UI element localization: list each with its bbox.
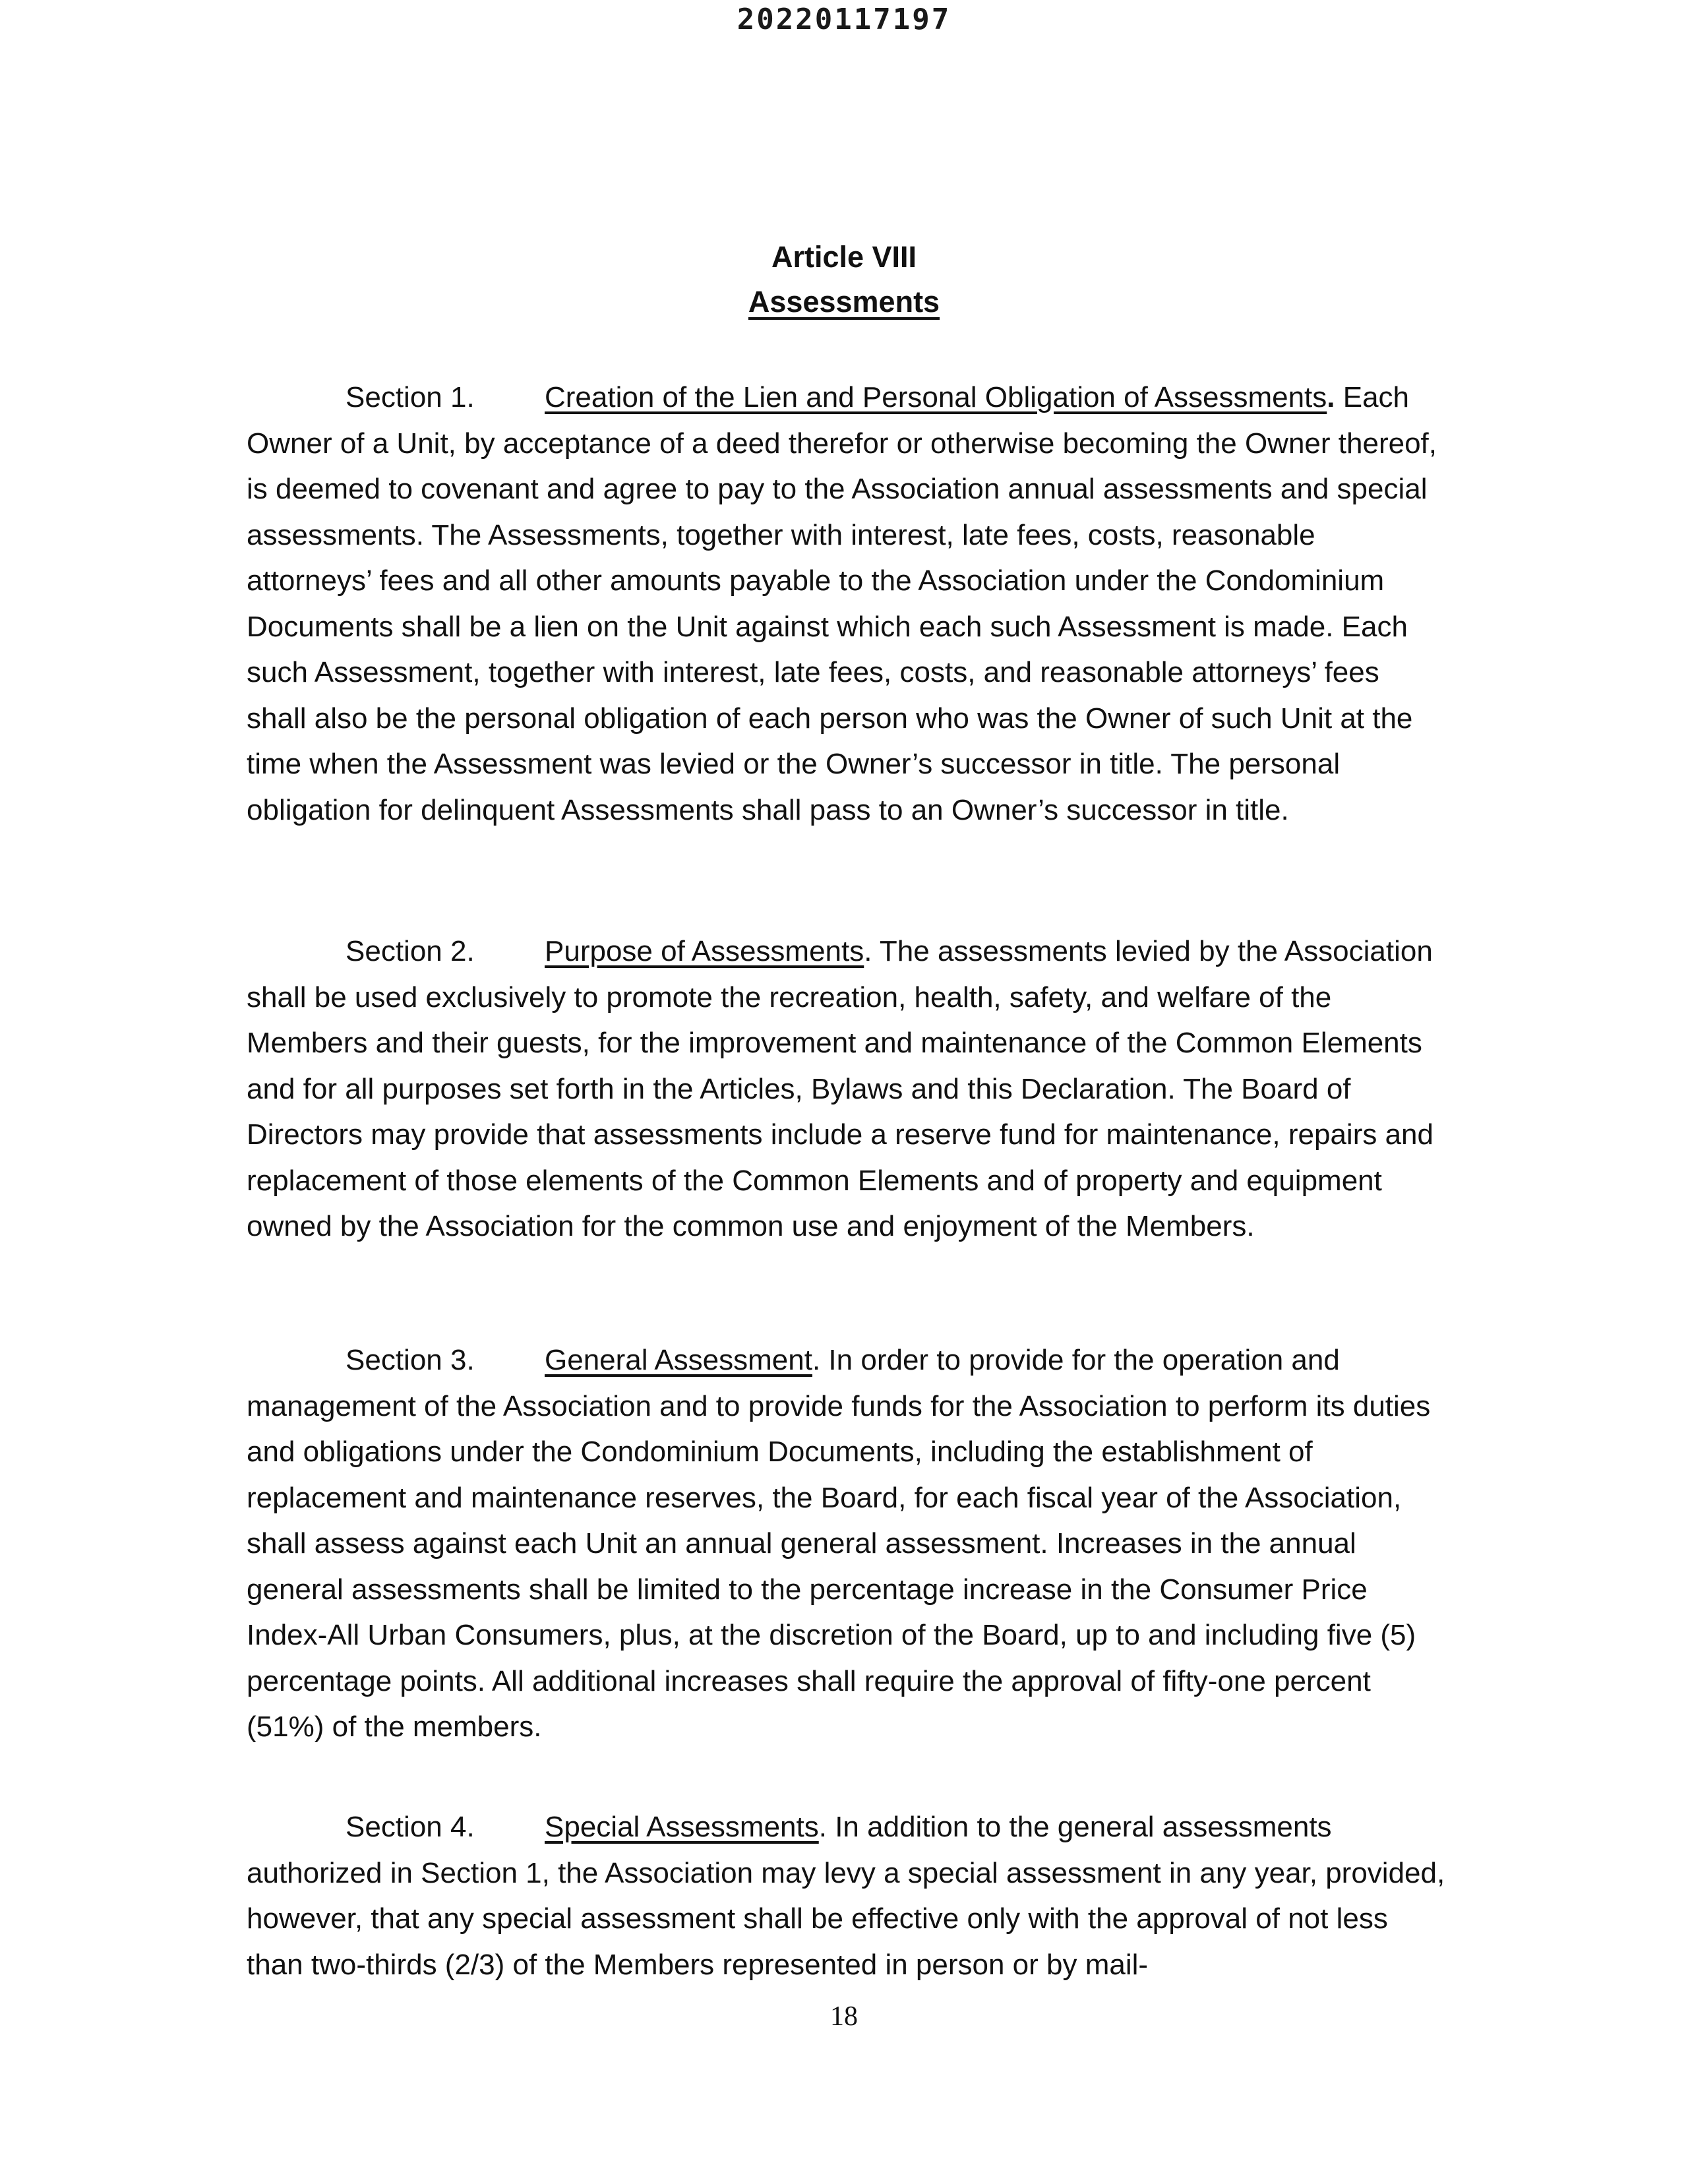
- section-text: In addition to the general assessments authorized in Section 1, the Association may levy a special assessment in any year, provided, however, that any special assessment shall be effective only with the approval of not less than two-thirds (2/3) of the Members represented in person or by mail-: [247, 1811, 1445, 1981]
- section-number: Section 1.: [346, 381, 475, 413]
- section-paragraph: [247, 375, 1447, 833]
- section-4: [247, 1804, 1447, 1987]
- page-number: 18: [830, 2001, 858, 2032]
- section-paragraph: [247, 928, 1447, 1250]
- section-heading-punct: .: [818, 1811, 827, 1843]
- section-3: [247, 1337, 1447, 1750]
- section-text: In order to provide for the operation and management of the Association and to provide funds for the Association to perform its duties and obligations under the Condominium Documents, including the establishment of replacement and maintenance reserves, the Board, for each fiscal year of the Association, shall assess against each Unit an annual general assessment. Increases in the annual general assessments shall be limited to the percentage increase in the Consumer Price Index-All Urban Consumers, plus, at the discretion of the Board, up to and including five (5) percentage points. All additional increases shall require the approval of fifty-one percent (51%) of the members.: [247, 1344, 1431, 1743]
- section-heading: General Assessment: [545, 1344, 812, 1376]
- article-subtitle: Assessments: [748, 285, 940, 318]
- section-heading-punct: .: [812, 1344, 821, 1376]
- section-text: Each Owner of a Unit, by acceptance of a deed therefor or otherwise becoming the Owner thereof, is deemed to covenant and agree to pay to the Association annual assessments and special assessments. The Assessments, together with interest, late fees, costs, reasonable attorneys’ fees and all other amounts payable to the Association under the Condominium Documents shall be a lien on the Unit against which each such Assessment is made. Each such Assessment, together with interest, late fees, costs, and reasonable attorneys’ fees shall also be the personal obligation of each person who was the Owner of such Unit at the time when the Assessment was levied or the Owner’s successor in title. The personal obligation for delinquent Assessments shall pass to an Owner’s successor in title.: [247, 381, 1437, 826]
- section-heading: Special Assessments: [545, 1811, 819, 1843]
- section-number: Section 4.: [346, 1811, 475, 1843]
- section-2: [247, 928, 1447, 1250]
- document-number: 20220117197: [737, 3, 951, 36]
- section-text: The assessments levied by the Association shall be used exclusively to promote the recreation, health, safety, and welfare of the Members and their guests, for the improvement and maintenance of the Common Elements and for all purposes set forth in the Articles, Bylaws and this Declaration. The Board of Directors may provide that assessments include a reserve fund for maintenance, repairs and replacement of those elements of the Common Elements and of property and equipment owned by the Association for the common use and enjoyment of the Members.: [247, 935, 1433, 1242]
- section-heading: Creation of the Lien and Personal Obligation of Assessments: [545, 381, 1327, 413]
- section-heading-punct: .: [1327, 381, 1335, 413]
- section-paragraph: [247, 1337, 1447, 1750]
- section-heading: Purpose of Assessments: [545, 935, 864, 967]
- section-number: Section 3.: [346, 1344, 475, 1376]
- section-heading-punct: .: [864, 935, 872, 967]
- section-paragraph: [247, 1804, 1447, 1987]
- section-1: [247, 375, 1447, 833]
- article-title: Article VIII: [771, 240, 917, 274]
- section-number: Section 2.: [346, 935, 475, 967]
